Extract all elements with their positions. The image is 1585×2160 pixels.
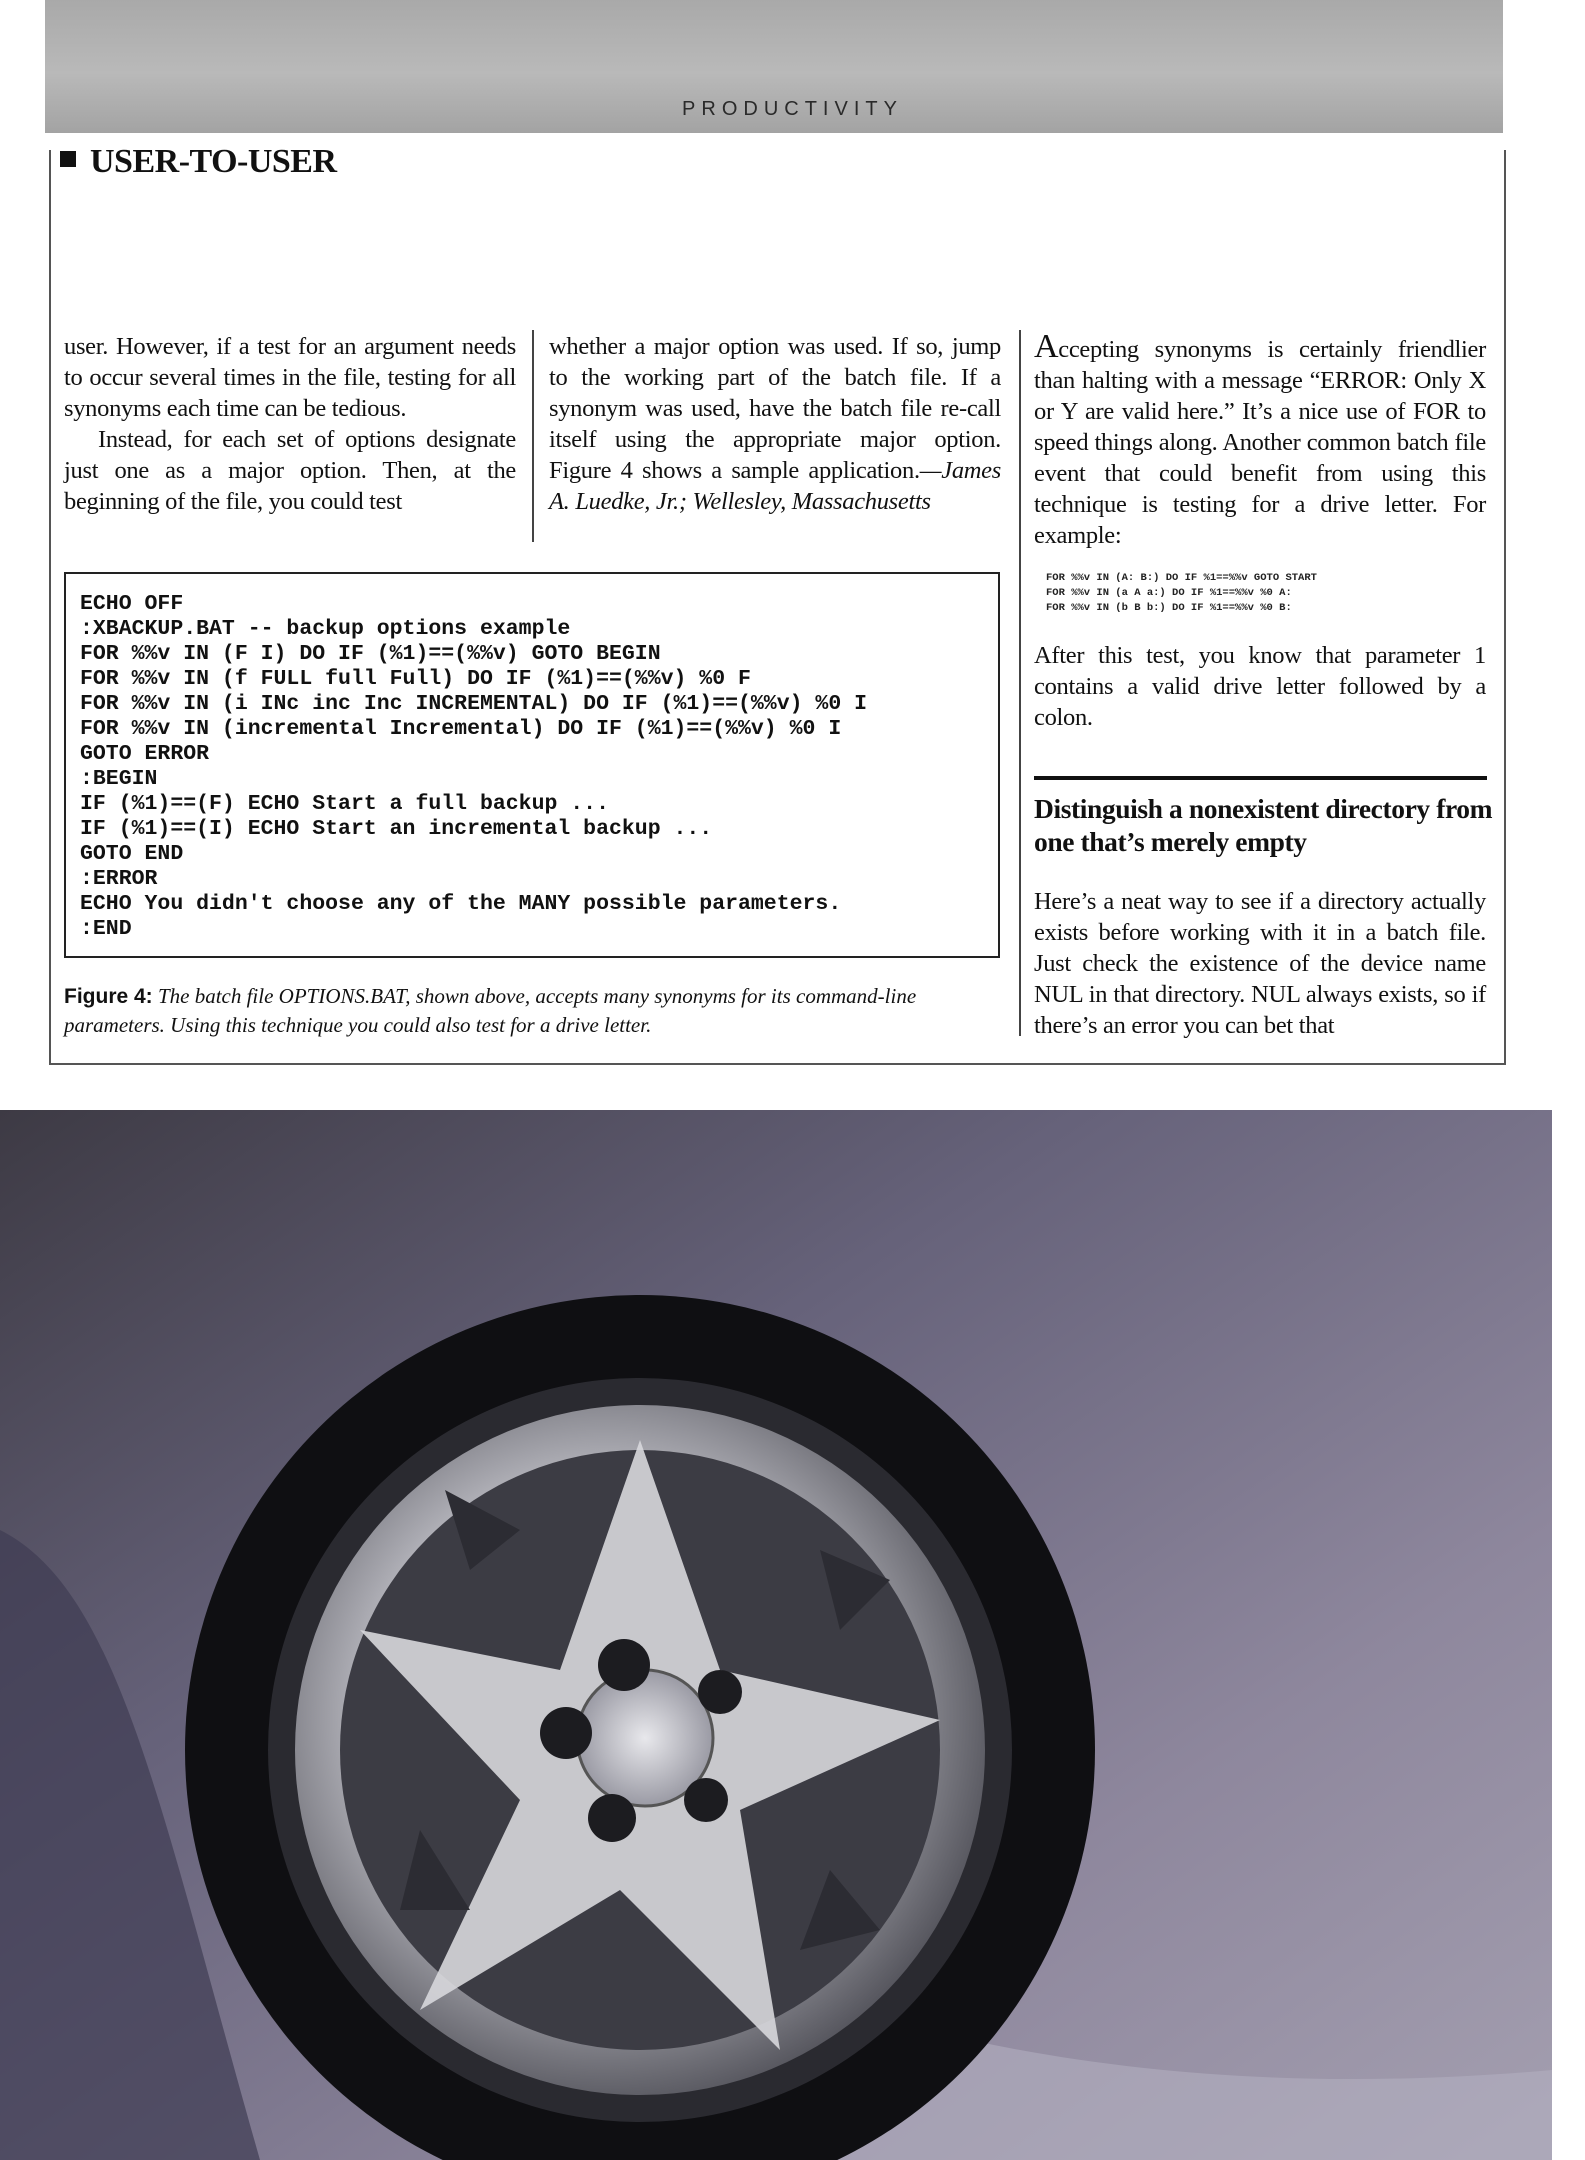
paragraph: After this test, you know that parameter 1 contains a valid drive letter followed by a colon. — [1034, 642, 1486, 731]
code-line: GOTO END — [80, 842, 184, 866]
frame-left-rule — [49, 150, 51, 1065]
code-line: ECHO OFF — [80, 592, 184, 616]
frame-right-rule — [1504, 150, 1506, 1065]
paragraph: Instead, for each set of options designate just one as a major option. Then, at the beginning of the file, you could test — [64, 426, 516, 515]
code-line: ECHO You didn't choose any of the MANY possible parameters. — [80, 892, 842, 916]
paragraph: user. However, if a test for an argument needs to occur several times in the file, testing for all synonyms each time can be tedious. — [64, 333, 516, 422]
code-line: :END — [80, 917, 132, 941]
text-column-2 — [549, 331, 1001, 517]
section-divider — [1034, 776, 1487, 780]
text-column-3-continued — [1034, 640, 1486, 733]
figure-caption — [64, 982, 1004, 1039]
column-rule — [532, 330, 534, 542]
code-line: FOR %%v IN (incremental Incremental) DO IF (%1)==(%%v) %0 I — [80, 717, 842, 741]
paragraph: ccepting synonyms is certainly friendlier than halting with a message “ERROR: Only X or Y are valid here.” It’s a nice use of FOR to speed things along. Another common batch file event that could benefit from using this technique is testing for a drive letter. For example: — [1034, 336, 1486, 549]
code-line: :BEGIN — [80, 767, 158, 791]
code-line: :XBACKUP.BAT -- backup options example — [80, 617, 571, 641]
column-title: USER-TO-USER — [90, 143, 337, 180]
text-column-1 — [64, 331, 516, 517]
code-line: FOR %%v IN (F I) DO IF (%1)==(%%v) GOTO BEGIN — [80, 642, 661, 666]
code-line: FOR %%v IN (b B b:) DO IF %1==%%v %0 B: — [1046, 602, 1292, 614]
section-label: PRODUCTIVITY — [682, 98, 903, 120]
drop-cap: A — [1034, 328, 1059, 365]
text-column-3 — [1034, 328, 1486, 551]
paragraph: whether a major option was used. If so, jump to the working part of the batch file. If a synonym was used, have the batch file re-call itself using the appropriate major option. Figure 4 shows a sample application. — [549, 333, 1001, 484]
text-column-3-section — [1034, 886, 1486, 1041]
code-line: FOR %%v IN (a A a:) DO IF %1==%%v %0 A: — [1046, 587, 1292, 599]
code-line: FOR %%v IN (i INc inc Inc INCREMENTAL) DO IF (%1)==(%%v) %0 I — [80, 692, 868, 716]
column-rule — [1019, 330, 1021, 1036]
code-line: FOR %%v IN (f FULL full Full) DO IF (%1)==(%%v) %0 F — [80, 667, 751, 691]
code-line: GOTO ERROR — [80, 742, 210, 766]
code-listing-box — [64, 572, 1000, 958]
drive-letter-example — [1046, 571, 1317, 616]
page-margin — [1552, 1100, 1585, 2160]
code-line: :ERROR — [80, 867, 158, 891]
tire-photo — [0, 1110, 1552, 2160]
author-byline: —James A. Luedke, Jr.; Wellesley, Massachusetts — [549, 457, 1001, 515]
column-header — [60, 143, 337, 181]
caption-text: The batch file OPTIONS.BAT, shown above, accepts many synonyms for its command-line parameters. Using this technique you could also test for a drive letter. — [64, 984, 917, 1037]
code-line: FOR %%v IN (A: B:) DO IF %1==%%v GOTO START — [1046, 572, 1317, 584]
code-line: IF (%1)==(I) ECHO Start an incremental backup ... — [80, 817, 713, 841]
frame-bottom-rule — [49, 1063, 1506, 1065]
caption-label: Figure 4: — [64, 985, 153, 1008]
paragraph: Here’s a neat way to see if a directory actually exists before working with it in a batch file. Just check the existence of the device name NUL in that directory. NUL always exists, so if there’s an error you can bet that — [1034, 888, 1486, 1039]
code-line: IF (%1)==(F) ECHO Start a full backup ... — [80, 792, 609, 816]
code-listing — [80, 592, 867, 942]
tire-wheel-photo — [0, 1110, 1552, 2160]
subhead: Distinguish a nonexistent directory from one that’s merely empty — [1034, 793, 1493, 857]
bullet-square-icon — [60, 151, 76, 167]
